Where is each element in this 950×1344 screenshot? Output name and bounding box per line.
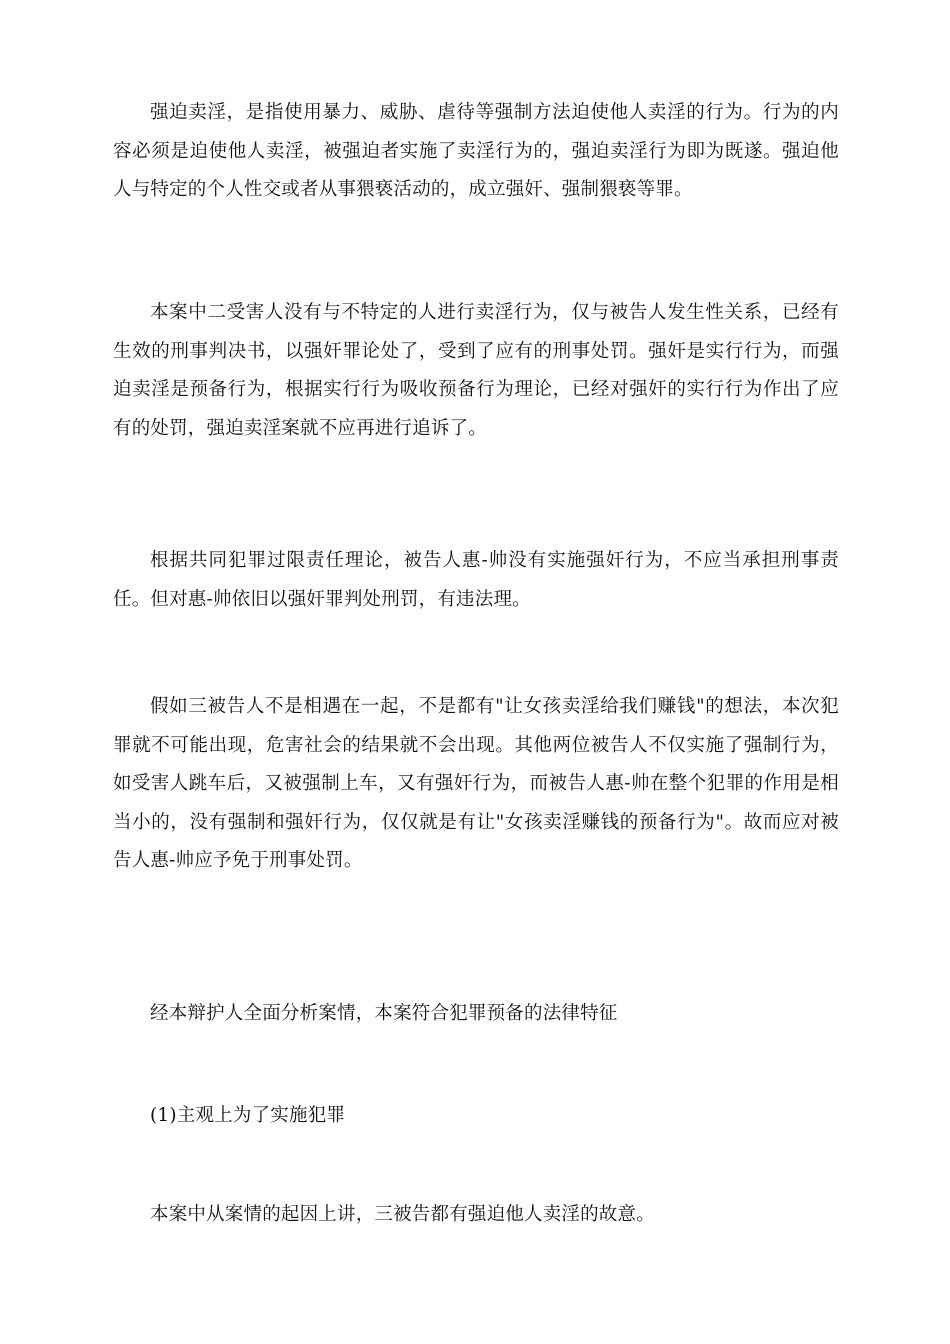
paragraph-case-analysis: 本案中二受害人没有与不特定的人进行卖淫行为，仅与被告人发生性关系，已经有生效的刑事判决书，以强奸罪论处了，受到了应有的刑事处罚。强奸是实行行为，而强迫卖淫是预备行为，根据实行行为吸收预备行为理论，已经对强奸的实行行为作出了应有的处罚，强迫卖淫案就不应再进行追诉了。 xyxy=(113,302,839,439)
paragraph-hypothesis: 假如三被告人不是相遇在一起，不是都有"让女孩卖淫给我们赚钱"的想法，本次犯罪就不可能出现，危害社会的结果就不会出现。其他两位被告人不仅实施了强制行为，如受害人跳车后，又被强制上车，又有强奸行为，而被告人惠-帅在整个犯罪的作用是相当小的，没有强制和强奸行为，仅仅就是有让"女孩卖淫赚钱的预备行为"。故而应对被告人惠-帅应予免于刑事处罚。 xyxy=(113,696,839,871)
paragraph-intent: 本案中从案情的起因上讲，三被告都有强迫他人卖淫的故意。 xyxy=(150,1204,655,1225)
paragraph-subheading: (1)主观上为了实施犯罪 xyxy=(150,1105,346,1126)
paragraph-liability: 根据共同犯罪过限责任理论，被告人惠-帅没有实施强奸行为，不应当承担刑事责任。但对惠-帅依旧以强奸罪判处刑罚，有违法理。 xyxy=(113,550,839,610)
paragraph-definition: 强迫卖淫，是指使用暴力、威胁、虐待等强制方法迫使他人卖淫的行为。行为的内容必须是迫使他人卖淫，被强迫者实施了卖淫行为的，强迫卖淫行为即为既遂。强迫他人与特定的个人性交或者从事猥亵活动的，成立强奸、强制猥亵等罪。 xyxy=(113,102,839,200)
paragraph-summary: 经本辩护人全面分析案情，本案符合犯罪预备的法律特征 xyxy=(150,1003,618,1024)
